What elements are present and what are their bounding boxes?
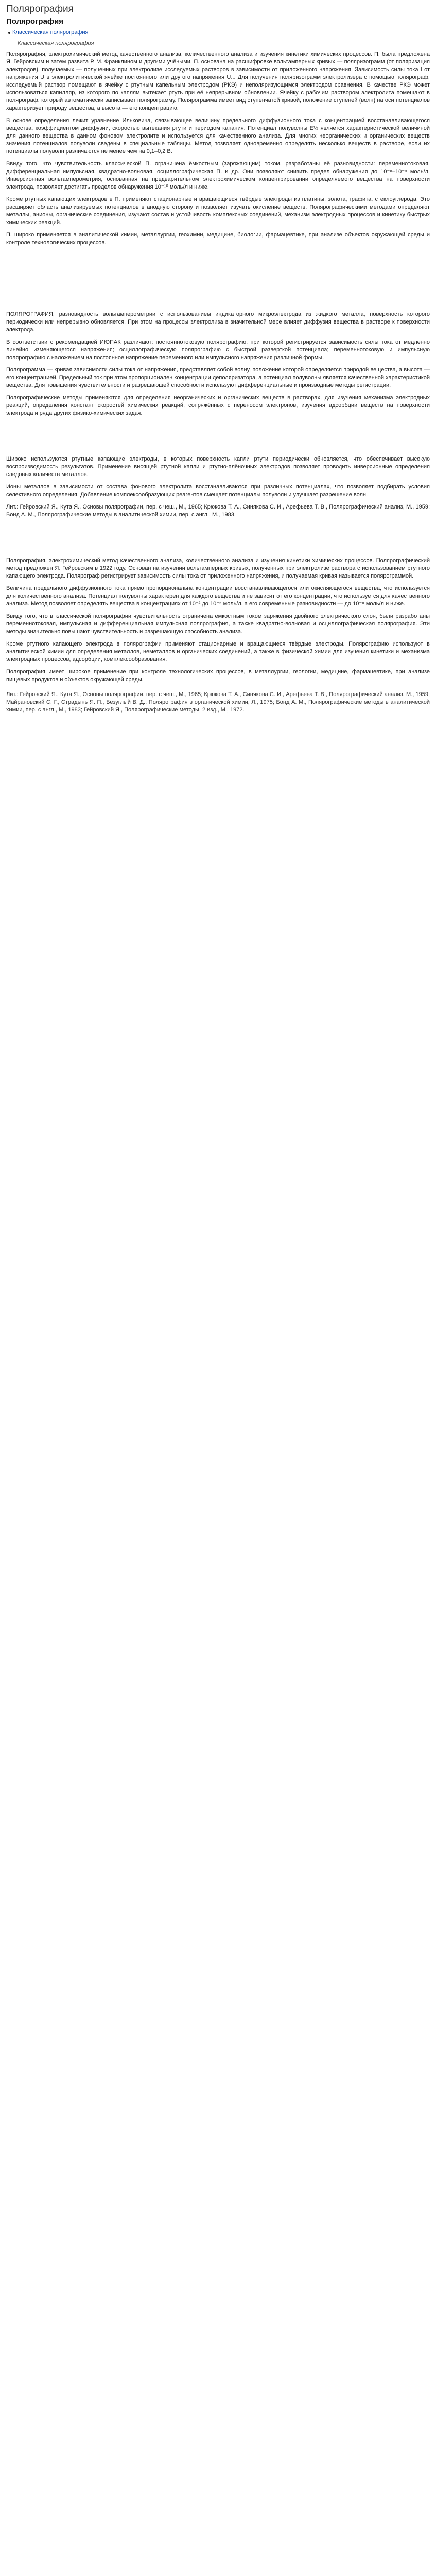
article-section-4 (6, 557, 430, 684)
paragraph: В основе определения лежит уравнение Ильковича, связывающее величину предельного диффузионного тока с концентрацией восстанавливающегося вещества, коэффициентом диффузии, скоростью вытекания ртути и периодом капания. Потенциал полуволны E½ является характеристической величиной для данного вещества в данном фоновом электролите и используется для качественного анализа. Для многих неорганических и органических веществ значения потенциалов полуволн сведены в специальные таблицы. Метод позволяет одновременно определять несколько веществ в растворе, если их потенциалы полуволн различаются не менее чем на 0,1–0,2 В. (6, 117, 430, 155)
article-section-2 (6, 311, 430, 417)
paragraph: Полярографические методы применяются для определения неорганических и органических веществ в растворах, для изучения механизма электродных реакций, определения констант скоростей химических реакций, сопряжённых с переносом электронов, изучения адсорбции веществ на поверхности электрода и ряда других физико-химических задач. (6, 395, 430, 416)
paragraph: Широко используются ртутные капающие электроды, в которых поверхность капли ртути периодически обновляется, что обеспечивает высокую воспроизводимость результатов. Применение висящей ртутной капли и ртутно-плёночных электродов позволяет проводить инверсионные определения следовых количеств металлов. (6, 456, 430, 478)
paragraph: Полярография имеет широкое применение при контроле технологических процессов, в металлургии, геологии, медицине, фармацевтике, при анализе пищевых продуктов и объектов окружающей среды. (6, 669, 430, 683)
page-title: Полярография (6, 4, 74, 14)
references-paragraph: Лит.: Гейровский Я., Кута Я., Основы полярографии, пер. с чеш., М., 1965; Крюкова Т. А., Синякова С. И., Арефьева Т. В., Полярографический анализ, М., 1959; Бонд А. М., Полярографические методы в аналитической химии, пер. с англ., М., 1983. (6, 504, 430, 518)
article-title: Полярография (6, 17, 64, 26)
paragraph: В соответствии с рекомендацией ИЮПАК различают: постояннотоковую полярографию, при которой регистрируется зависимость силы тока от медленно линейно изменяющегося напряжения; осциллографическую полярографию с быстрой разверткой потенциала; переменнотоковую и импульсную полярографию с наложением на постоянное напряжение переменного или импульсного напряжения различной формы. (6, 339, 430, 361)
article-section-3 (6, 455, 430, 519)
paragraph: Ввиду того, что в классической полярографии чувствительность ограничена ёмкостным током заряжения двойного электрического слоя, были разработаны переменнотоковая, импульсная и дифференциальная импульсная полярография, а также квадратно-волновая и осциллографическая полярография. Эти методы значительно повышают чувствительность и разрешающую способность анализа. (6, 613, 430, 635)
article-section-1 (6, 50, 430, 247)
paragraph: П. широко применяется в аналитической химии, металлургии, геохимии, медицине, биологии, фармацевтике, при анализе объектов окружающей среды и контроле технологических процессов. (6, 232, 430, 246)
references (6, 691, 430, 714)
paragraph: Ионы металлов в зависимости от состава фонового электролита восстанавливаются при различных потенциалах, что позволяет подбирать условия селективного определения. Добавление комплексообразующих реагентов смещает потенциалы полуволн и улучшает разрешение волн. (6, 484, 430, 498)
paragraph: Полярография, электрохимический метод качественного анализа, количественного анализа и изучения кинетики химических процессов. Полярографический метод предложен Я. Гейровским в 1922 году. Основан на изучении вольтамперных кривых, полученных при электролизе раствора с использованием ртутного капающего электрода. Полярограф регистрирует зависимость силы тока от приложенного напряжения, и получаемая кривая называется полярограммой. (6, 557, 430, 579)
paragraph: Полярография, электрохимический метод качественного анализа, количественного анализа и изучения кинетики химических процессов. П. была предложена Я. Гейровским и затем развита Р. М. Франклином и другими учёными. П. основана на расшифровке вольтамперных кривых — поляризограмм (от поляризация электродов), получаемых — полученных при электролизе исследуемых растворов в зависимости от приложенного напряжения. Зависимость силы тока I от напряжения U в электролитической ячейке постоянного или другого напряжения U... Для получения поляризограмм электролизера с помощью полярограф, исследуемый раствор помещают в ячейку с ртутным капельным электродом (РКЭ) и неполяризующимся электродом сравнения. В качестве РКЭ может использоваться капилляр, из которого по каплям вытекает ртуть при её непрерывном обновлении. Ячейку с рабочим раствором электролита помещают в полярограф, который автоматически записывает полярограмму. Полярограмма имеет вид ступенчатой кривой, положение ступеней (волн) на оси потенциалов характеризует природу вещества, а высота — его концентрацию. (6, 51, 430, 111)
paragraph: Величина предельного диффузионного тока прямо пропорциональна концентрации восстанавливающегося или окисляющегося вещества, что используется для количественного анализа. Потенциал полуволны характерен для каждого вещества и не зависит от его концентрации, что используется для качественного анализа. Метод позволяет определять вещества в концентрациях от 10⁻² до 10⁻⁵ моль/л, а его современные разновидности — до 10⁻⁸ моль/л и ниже. (6, 585, 430, 607)
paragraph: Кроме ртутных капающих электродов в П. применяют стационарные и вращающиеся твёрдые электроды из платины, золота, графита, стеклоуглерода. Это расширяет область анализируемых потенциалов в анодную сторону и позволяет изучать окисление веществ. Полярографическими методами определяют металлы, анионы, органические соединения, изучают состав и устойчивость комплексных соединений, механизм электродных процессов и кинетику быстрых химических реакций. (6, 196, 430, 226)
references-text: Лит.: Гейровский Я., Кута Я., Основы полярографии, пер. с чеш., М., 1965; Крюкова Т. А., Синякова С. И., Арефьева Т. В., Полярографический анализ, М., 1959; Майрановский С. Г., Страдынь Я. П., Безуглый В. Д., Полярография в органической химии, Л., 1975; Бонд А. М., Полярографические методы в аналитической химии, пер. с англ., М., 1983; Гейровский Я., Полярографические методы, 2 изд., М., 1972. (6, 691, 430, 713)
table-of-contents (6, 29, 430, 37)
toc-item (6, 29, 430, 37)
paragraph: Ввиду того, что чувствительность классической П. ограничена ёмкостным (заряжающим) током, разработаны её разновидности: переменнотоковая, дифференциальная импульсная, квадратно-волновая, осциллографическая П. и др. Они позволяют снизить предел обнаружения до 10⁻⁸–10⁻⁹ моль/л. Инверсионная вольтамперометрия, основанная на предварительном электрохимическом концентрировании определяемого вещества на поверхности электрода, позволяет достигать пределов обнаружения 10⁻¹⁰ моль/л и ниже. (6, 161, 430, 190)
bullet-icon (8, 32, 10, 34)
toc-subtitle: Классическая полярография (18, 40, 94, 46)
paragraph: Кроме ртутного капающего электрода в полярографии применяют стационарные и вращающиеся твёрдые электроды. Полярографию используют в аналитической химии для определения металлов, неметаллов и органических соединений, а также в физической химии для изучения кинетики и механизма электродных процессов, адсорбции, комплексообразования. (6, 641, 430, 663)
document-page (0, 0, 436, 714)
paragraph: ПОЛЯРОГРАФИЯ, разновидность вольтамперометрии с использованием индикаторного микроэлектрода из жидкого металла, поверхность которого периодически или непрерывно обновляется. При этом на процессы электролиза в значительной мере влияет диффузия вещества в растворе к поверхности электрода. (6, 311, 430, 333)
paragraph: Полярограмма — кривая зависимости силы тока от напряжения, представляет собой волну, положение которой определяется природой вещества, а высота — его концентрацией. Предельный ток при этом пропорционален концентрации деполяризатора, а потенциал полуволны является качественной характеристикой вещества. Для повышения чувствительности и разрешающей способности используют дифференциальные и производные методы регистрации. (6, 367, 430, 388)
toc-link-classic[interactable]: Классическая полярография (12, 29, 89, 36)
